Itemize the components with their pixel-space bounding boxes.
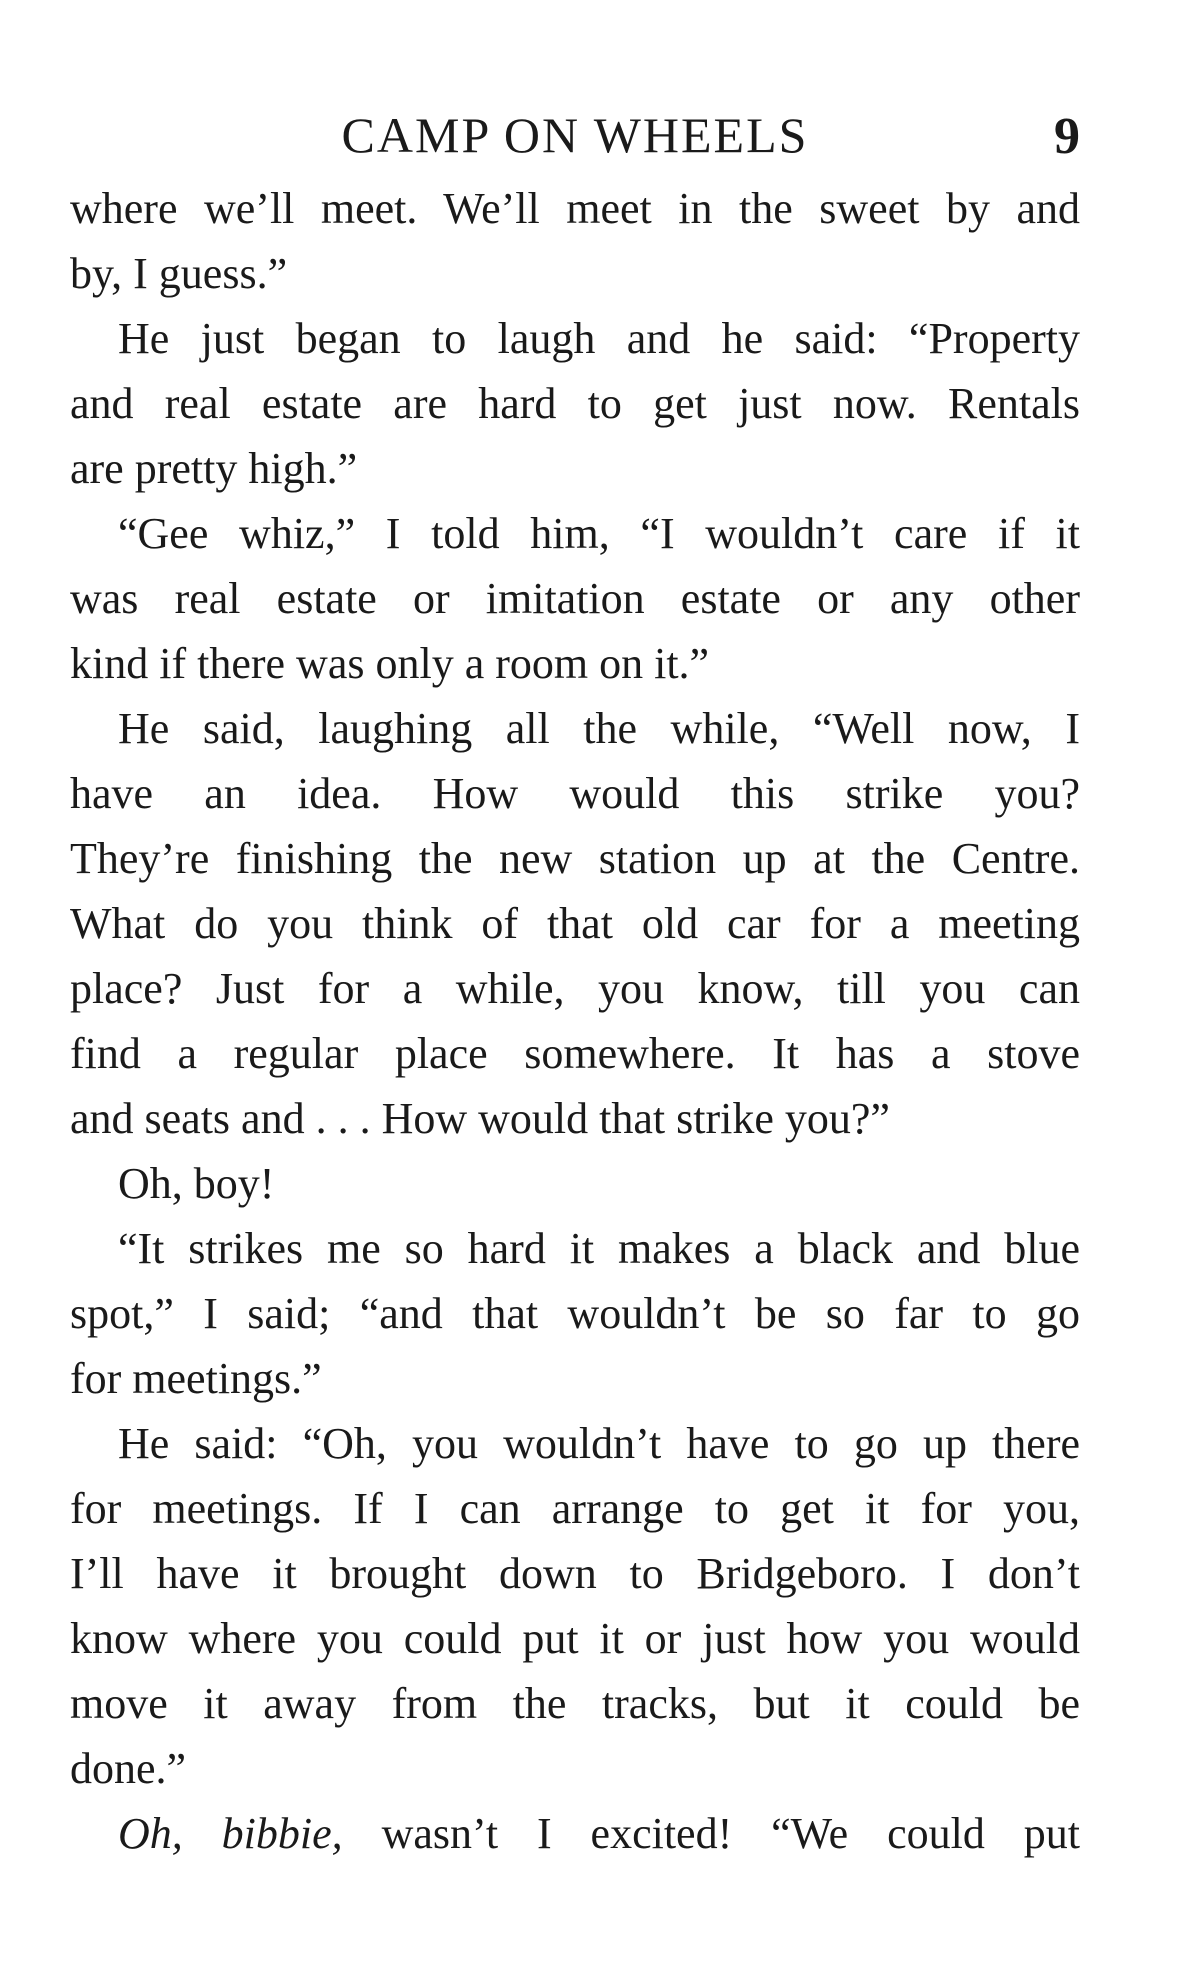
text-line: place? Just for a while, you know, till you can [70,964,1080,1013]
text-line: move it away from the tracks, but it could be [70,1679,1080,1728]
text-line: know where you could put it or just how you would [70,1614,1080,1663]
text-line: He just began to laugh and he said: “Property [118,314,1080,363]
text-line: are pretty high.” [70,444,358,493]
text-line-rest: wasn’t I excited! “We could put [342,1809,1080,1858]
text-line: kind if there was only a room on it.” [70,639,710,688]
text-line: where we’ll meet. We’ll meet in the sweet by and [70,184,1080,233]
text-line: was real estate or imitation estate or any other [70,574,1080,623]
page-number: 9 [1054,108,1080,165]
text-line: Oh, boy! [118,1159,275,1208]
text-line: and seats and . . . How would that strike you?” [70,1094,890,1143]
text-line: I’ll have it brought down to Bridgeboro. I don’t [70,1549,1080,1598]
text-line: by, I guess.” [70,249,288,298]
text-line: He said, laughing all the while, “Well now, I [118,704,1080,753]
text-line-final [70,1801,1080,1866]
text-line: find a regular place somewhere. It has a stove [70,1029,1080,1078]
text-line: What do you think of that old car for a meeting [70,899,1080,948]
text-line: for meetings.” [70,1354,322,1403]
text-line: He said: “Oh, you wouldn’t have to go up there [118,1419,1080,1468]
text-line: for meetings. If I can arrange to get it for you, [70,1484,1080,1533]
text-line: “It strikes me so hard it makes a black and blue [118,1224,1080,1273]
italic-phrase: Oh, bibbie, [118,1809,343,1858]
running-title: CAMP ON WHEELS [341,107,809,163]
text-line: “Gee whiz,” I told him, “I wouldn’t care if it [118,509,1080,558]
text-line: spot,” I said; “and that wouldn’t be so far to go [70,1289,1080,1338]
text-line: and real estate are hard to get just now. Rentals [70,379,1080,428]
text-line: They’re finishing the new station up at the Centre. [70,834,1080,883]
running-head [70,100,1080,170]
text-line: have an idea. How would this strike you? [70,769,1080,818]
text-line: done.” [70,1744,187,1793]
body-text [70,176,1080,1866]
